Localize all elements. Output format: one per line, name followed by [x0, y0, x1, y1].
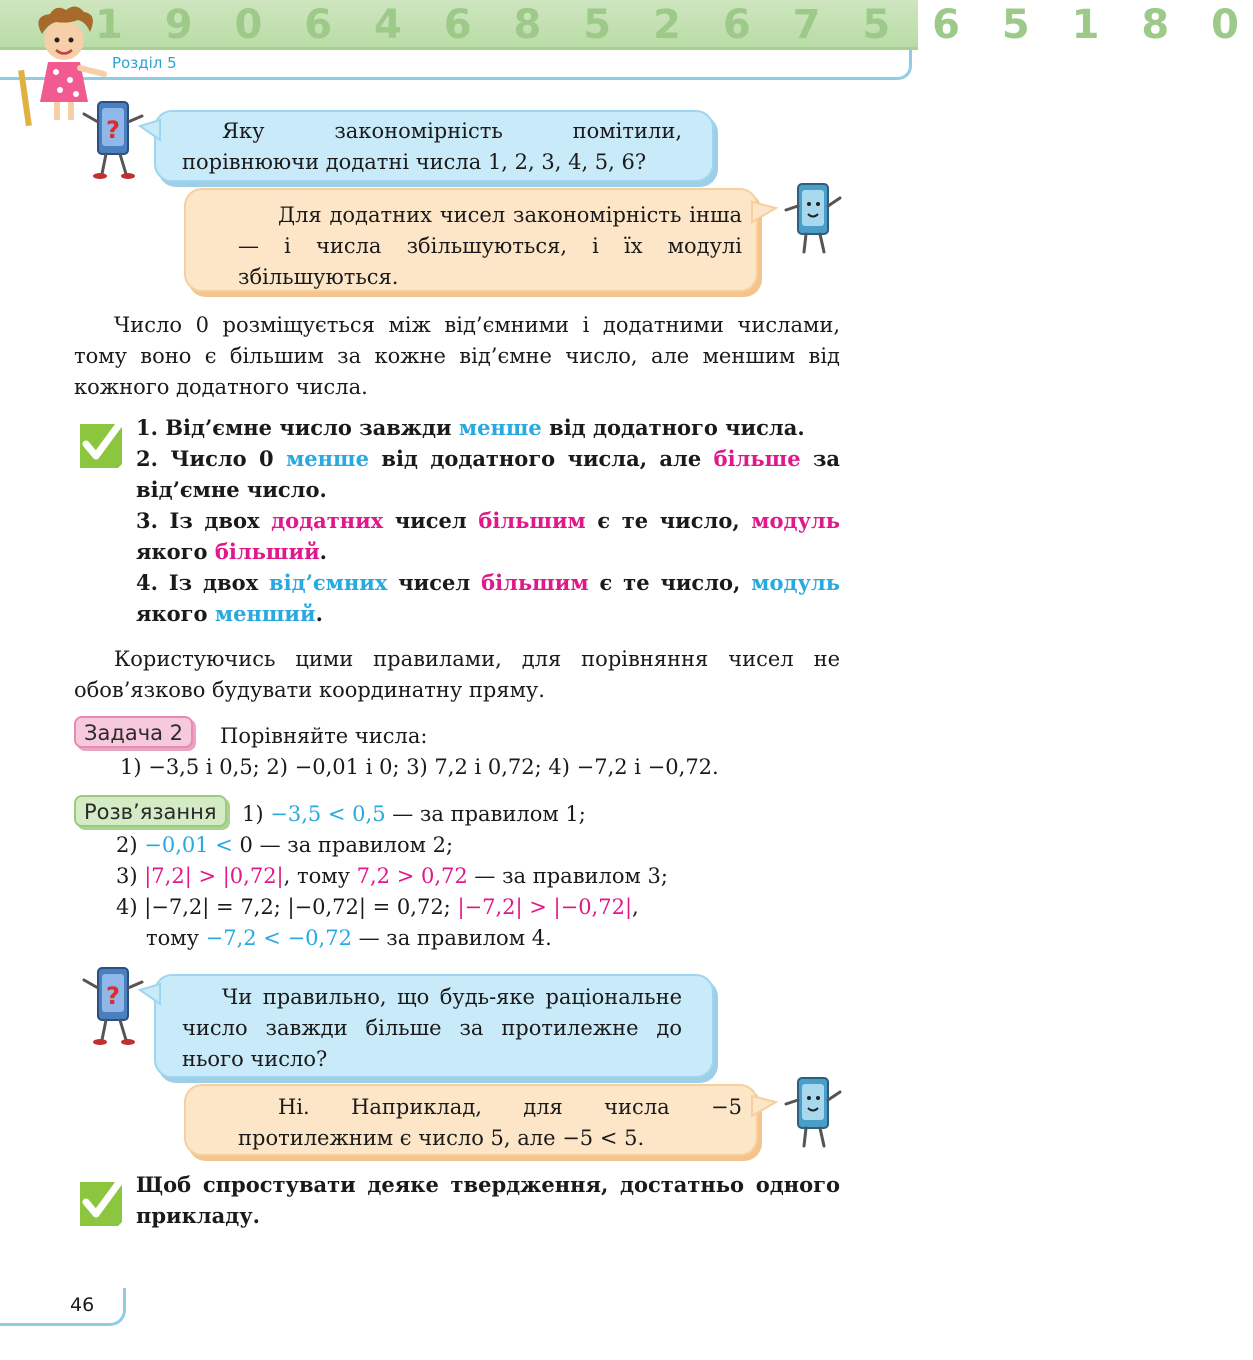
- answer-bubble-2: [184, 1084, 758, 1156]
- rule-4: [136, 567, 840, 629]
- question-text-1: Яку закономірність помітили, порівнюючи додатні числа 1, 2, 3, 4, 5, 6?: [182, 119, 682, 174]
- section-label: Розділ 5: [112, 54, 177, 72]
- task-prompt: Порівняйте числа:: [220, 724, 428, 748]
- rule-1: [136, 412, 840, 443]
- solution-4-modulus: |−7,2| > |−0,72|: [457, 895, 633, 919]
- rule-3-text-c: чисел: [383, 508, 479, 533]
- solution-2-expr: −0,01 <: [144, 833, 240, 857]
- header-band: [0, 0, 1253, 50]
- task-label: Задача 2: [74, 716, 193, 748]
- rule-4-text-a: 4. Із двох: [136, 570, 270, 595]
- solution-step-1: [242, 799, 586, 830]
- answer-text-1: Для додатних чисел закономірність інша — і числа збільшуються, і їх модулі збільшуються.: [238, 203, 742, 289]
- solution-3-rule: — за правилом 3;: [467, 864, 668, 888]
- rule-3-highlight-h: більший: [214, 539, 320, 564]
- paragraph-zero-text: Число 0 розміщується між від’ємними і додатними числами, тому воно є більшим за кожне від’ємне число, але меншим від кожного додатного числа.: [74, 313, 840, 399]
- rule-3-text-i: .: [319, 539, 327, 564]
- rule-1-highlight: менше: [458, 415, 542, 440]
- paragraph-rules-use: [74, 644, 840, 706]
- rule-2-highlight-d: більше: [713, 446, 801, 471]
- rule-2-highlight-b: менше: [286, 446, 369, 471]
- svg-text:?: ?: [106, 116, 120, 144]
- solution-3-num: 3): [116, 864, 145, 888]
- rule-2: [136, 443, 840, 505]
- bubble-tail-3: [138, 982, 160, 1006]
- bubble-tail-4: [752, 1094, 778, 1118]
- robot-question-icon-2: [80, 964, 146, 1046]
- solution-3-expr: 7,2 > 0,72: [356, 864, 468, 888]
- svg-text:?: ?: [106, 982, 120, 1010]
- answer-text-2: Ні. Наприклад, для числа −5 протилежним є число 5, але −5 < 5.: [238, 1095, 742, 1150]
- rule-3-text-a: 3. Із двох: [136, 508, 272, 533]
- rule-2-text-c: від додатного числа, але: [368, 446, 714, 471]
- solution-5-rule: — за правилом 4.: [351, 926, 552, 950]
- rule-3: [136, 505, 840, 567]
- solution-step-3: [116, 861, 668, 892]
- rule-4-text-g: якого: [136, 601, 215, 626]
- robot-answer-icon: [782, 180, 844, 258]
- final-rule-text: Щоб спростувати деяке твердження, достатньо одного прикладу.: [136, 1172, 840, 1228]
- question-text-2: Чи правильно, що будь-яке раціональне число завжди більше за протилежне до нього число?: [182, 985, 682, 1071]
- rule-4-highlight-f: модуль: [751, 570, 840, 595]
- rule-1-text-a: 1. Від’ємне число завжди: [136, 415, 459, 440]
- checkmark-icon-2: [76, 1174, 126, 1228]
- solution-1-expr: −3,5 < 0,5: [270, 802, 386, 826]
- rule-1-text-c: від додатного числа.: [541, 415, 805, 440]
- bubble-tail-2: [752, 200, 778, 224]
- checkmark-icon: [76, 416, 126, 470]
- solution-step-4-conclusion: [146, 923, 552, 954]
- page-number: 46: [70, 1294, 95, 1316]
- solution-4-text: 4) |−7,2| = 7,2; |−0,72| = 0,72;: [116, 895, 458, 919]
- rule-4-highlight-b: від’ємних: [269, 570, 388, 595]
- bubble-tail-1: [138, 118, 160, 142]
- solution-step-2: [116, 830, 453, 861]
- solution-1-rule: — за правилом 1;: [385, 802, 586, 826]
- question-bubble-1: [154, 110, 714, 182]
- rule-4-text-c: чисел: [387, 570, 482, 595]
- solution-4-comma: ,: [632, 895, 639, 919]
- solution-5-text: тому: [146, 926, 206, 950]
- solution-2-rule: 0 — за правилом 2;: [239, 833, 454, 857]
- header-digits-decoration: 1 9 0 6 4 6 8 5 2 6 7 5 6 5 1 8 0: [95, 2, 1253, 48]
- rule-3-highlight-d: більшим: [478, 508, 586, 533]
- answer-bubble-1: [184, 188, 758, 292]
- robot-question-icon: [80, 98, 146, 180]
- rule-4-highlight-h: менший: [214, 601, 316, 626]
- solution-3-modulus: |7,2| > |0,72|: [144, 864, 284, 888]
- rule-4-text-i: .: [315, 601, 323, 626]
- rule-3-highlight-b: додатних: [271, 508, 384, 533]
- solution-label: Розв’язання: [74, 795, 227, 827]
- paragraph-rules-use-text: Користуючись цими правилами, для порівняння чисел не обов’язково будувати координатну пряму.: [74, 647, 840, 702]
- rule-3-highlight-f: модуль: [751, 508, 841, 533]
- robot-answer-icon-2: [782, 1074, 844, 1152]
- question-bubble-2: [154, 974, 714, 1078]
- solution-1-num: 1): [242, 802, 271, 826]
- solution-3-text: , тому: [283, 864, 357, 888]
- solution-2-num: 2): [116, 833, 145, 857]
- rule-2-text-a: 2. Число 0: [136, 446, 287, 471]
- solution-5-expr: −7,2 < −0,72: [205, 926, 352, 950]
- rule-2-text-e: за від’ємне число.: [136, 446, 840, 502]
- solution-step-4: [116, 892, 639, 923]
- rules-list: [136, 412, 840, 629]
- final-rule: [136, 1169, 840, 1231]
- rule-3-text-g: якого: [136, 539, 215, 564]
- task-items: 1) −3,5 і 0,5; 2) −0,01 і 0; 3) 7,2 і 0,72; 4) −7,2 і −0,72.: [120, 755, 719, 779]
- rule-4-text-e: є те число,: [588, 570, 752, 595]
- rule-4-highlight-d: більшим: [481, 570, 589, 595]
- paragraph-zero: [74, 310, 840, 403]
- rule-3-text-e: є те число,: [585, 508, 752, 533]
- page-number-box: [0, 1288, 126, 1326]
